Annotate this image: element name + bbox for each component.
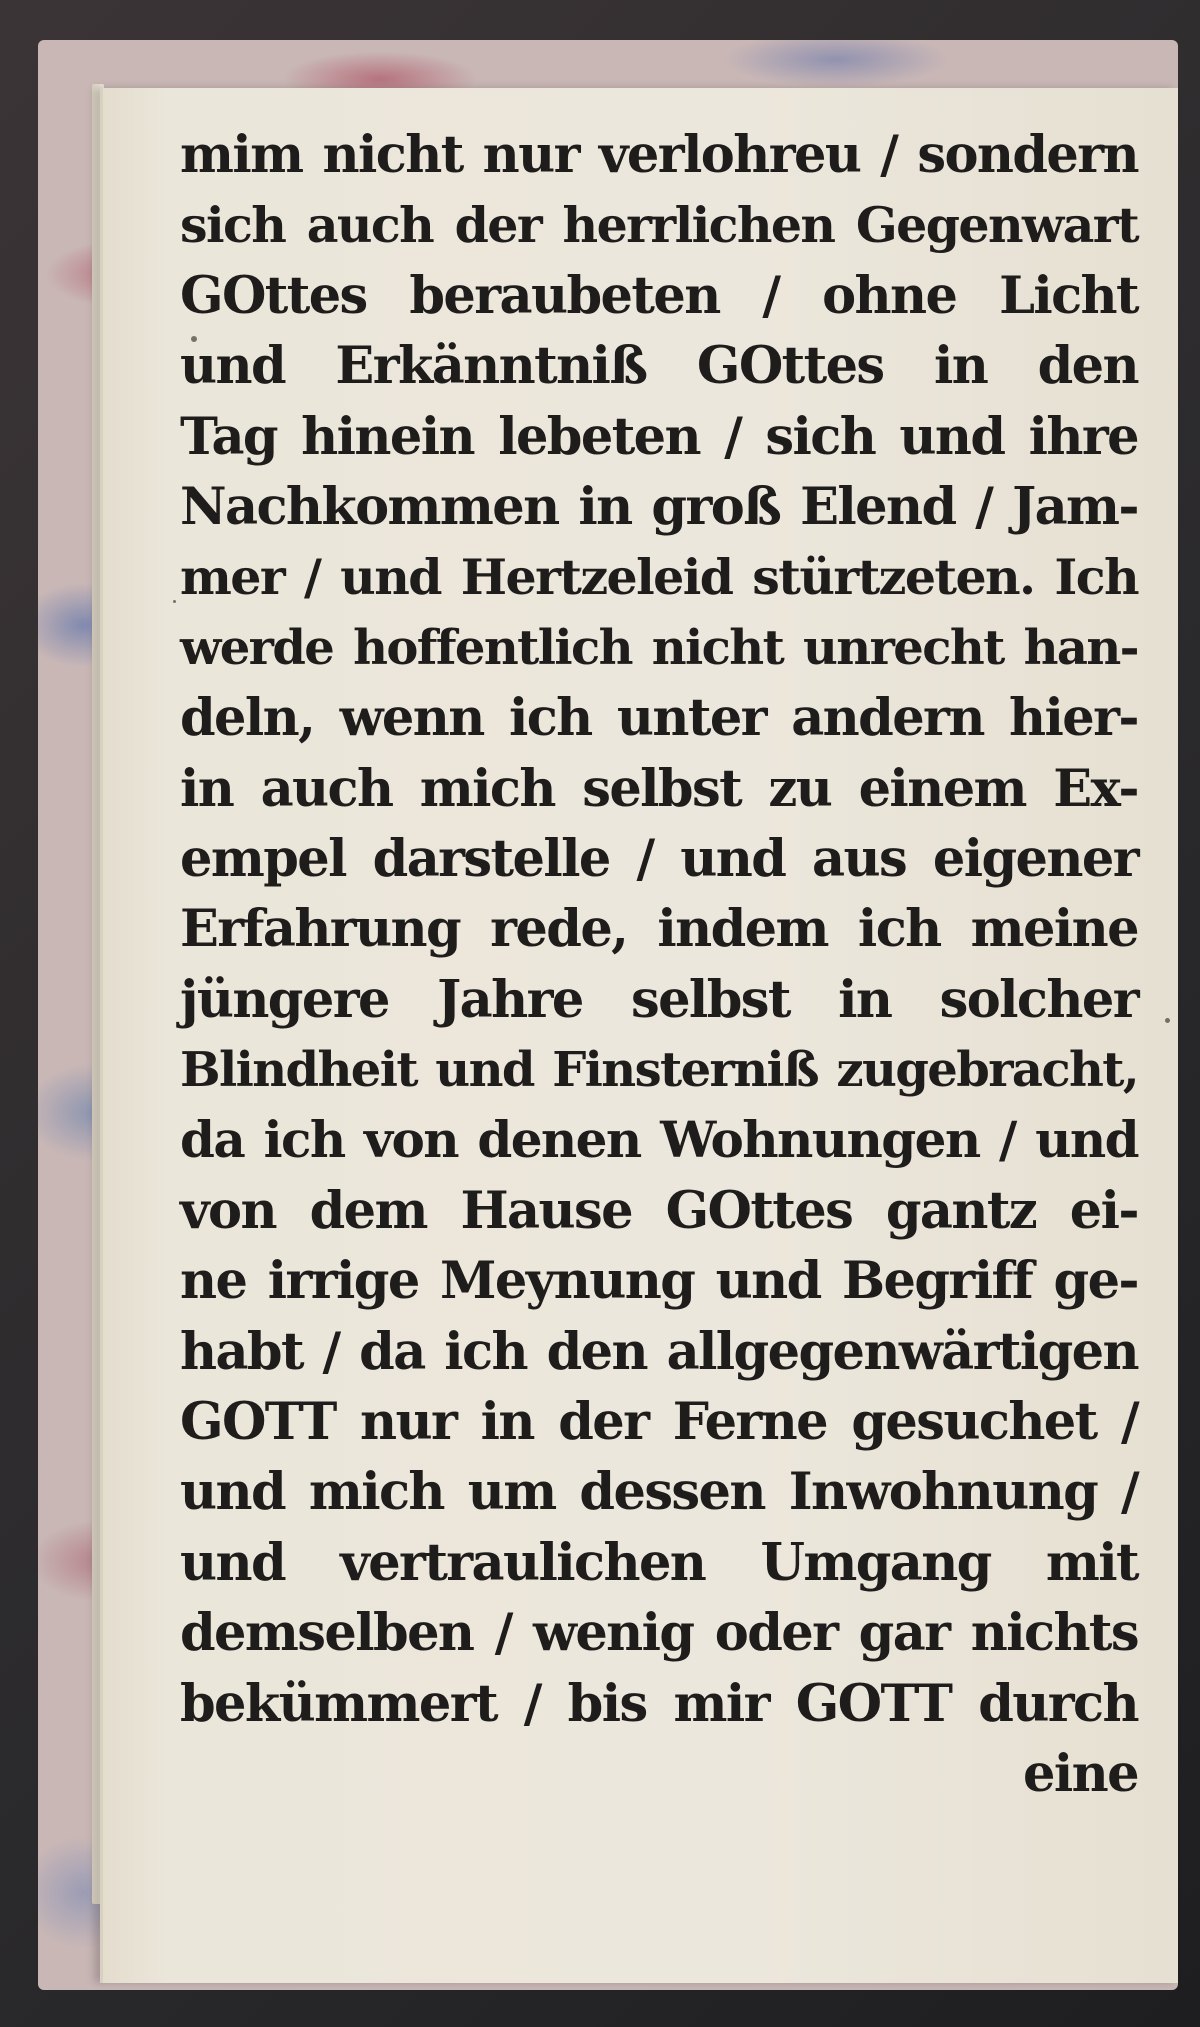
text-line: mer / und Hertzeleid stürtzeten. Ich — [180, 548, 1138, 607]
text-line: Blindheit und Finsterniß zugebracht, — [180, 1042, 1138, 1099]
ink-speck — [173, 600, 176, 603]
text-line: in auch mich selbst zu einem Ex- — [180, 758, 1138, 819]
text-line: GOttes beraubeten / ohne Licht — [180, 265, 1138, 326]
text-line: habt / da ich den allgegenwärtigen — [180, 1321, 1138, 1382]
text-line: jüngere Jahre selbst in solcher — [180, 969, 1138, 1030]
text-line: bekümmert / bis mir GOTT durch — [180, 1673, 1138, 1734]
text-line: von dem Hause GOttes gantz ei- — [180, 1180, 1138, 1241]
text-line: sich auch der herrlichen Gegenwart — [180, 196, 1138, 255]
ink-speck — [1165, 1018, 1170, 1023]
text-line: mim nicht nur verlohreu / sondern — [180, 125, 1138, 185]
text-line: demselben / wenig oder gar nichts — [180, 1603, 1138, 1664]
text-line: da ich von denen Wohnungen / und — [180, 1110, 1138, 1170]
text-line: ne irrige Meynung und Begriff ge- — [180, 1251, 1138, 1312]
text-line: und mich um dessen Inwohnung / — [180, 1462, 1138, 1523]
text-line: empel darstelle / und aus eigener — [180, 828, 1138, 889]
text-line: werde hoffentlich nicht unrecht han- — [180, 619, 1138, 676]
page-text — [180, 120, 1138, 1809]
text-line: Erfahrung rede, indem ich meine — [180, 899, 1138, 960]
text-line: Nachkommen in groß Elend / Jam- — [180, 476, 1138, 537]
text-line: GOTT nur in der Ferne gesuchet / — [180, 1392, 1138, 1453]
text-line: deln, wenn ich unter andern hier- — [180, 688, 1138, 749]
text-line: und Erkänntniß GOttes in den — [180, 336, 1138, 397]
text-line: und vertraulichen Umgang mit — [180, 1532, 1138, 1593]
catchword: eine — [1023, 1743, 1138, 1804]
text-line: Tag hinein lebeten / sich und ihre — [180, 406, 1138, 467]
